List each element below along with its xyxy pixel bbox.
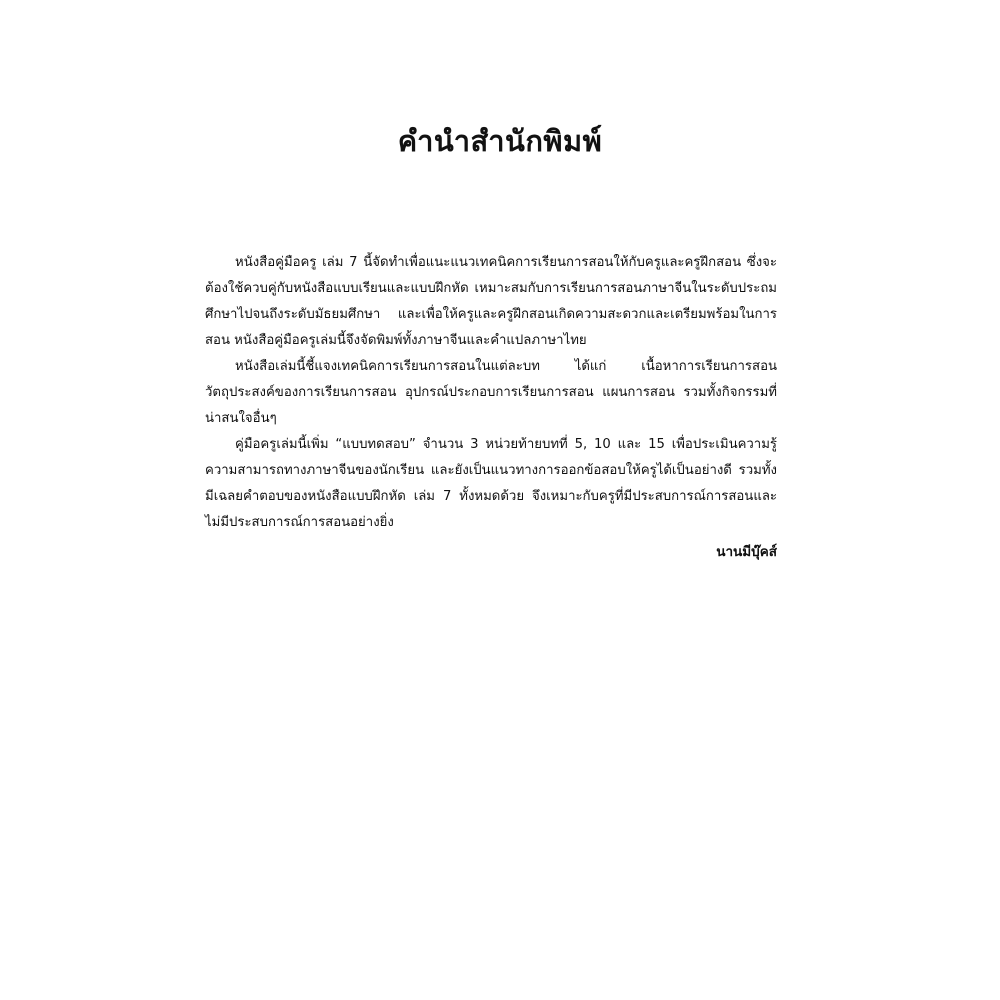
paragraph-3: คู่มือครูเล่มนี้เพิ่ม “แบบทดสอบ” จำนวน 3 หน่วยท้ายบทที่ 5, 10 และ 15 เพื่อประเมินความรู้ความสามารถทางภาษาจีนของนักเรียน และยังเป็นแนวทางการออกข้อสอบให้ครูได้เป็นอย่างดี รวมทั้งมีเฉลยคำตอบของหนังสือแบบฝึกหัด เล่ม 7 ทั้งหมดด้วย จึงเหมาะกับครูที่มีประสบการณ์การสอนและไม่มีประสบการณ์การสอนอย่างยิ่ง [205, 437, 777, 530]
preface-body [205, 250, 777, 536]
paragraph-2: หนังสือเล่มนี้ชี้แจงเทคนิคการเรียนการสอนในแต่ละบท ได้แก่ เนื้อหาการเรียนการสอน วัตถุประสงค์ของการเรียนการสอน อุปกรณ์ประกอบการเรียนการสอน แผนการสอน รวมทั้งกิจกรรมที่น่าสนใจอื่นๆ [205, 359, 777, 426]
page-title: คำนำสำนักพิมพ์ [397, 124, 603, 158]
publisher-signature: นานมีบุ๊คส์ [716, 544, 777, 560]
paragraph-1: หนังสือคู่มือครู เล่ม 7 นี้จัดทำเพื่อแนะแนวเทคนิคการเรียนการสอนให้กับครูและครูฝึกสอน ซึ่งจะต้องใช้ควบคู่กับหนังสือแบบเรียนและแบบฝึกหัด เหมาะสมกับการเรียนการสอนภาษาจีนในระดับประถมศึกษาไปจนถึงระดับมัธยมศึกษา และเพื่อให้ครูและครูฝึกสอนเกิดความสะดวกและเตรียมพร้อมในการสอน หนังสือคู่มือครูเล่มนี้จึงจัดพิมพ์ทั้งภาษาจีนและคำแปลภาษาไทย [205, 255, 777, 348]
